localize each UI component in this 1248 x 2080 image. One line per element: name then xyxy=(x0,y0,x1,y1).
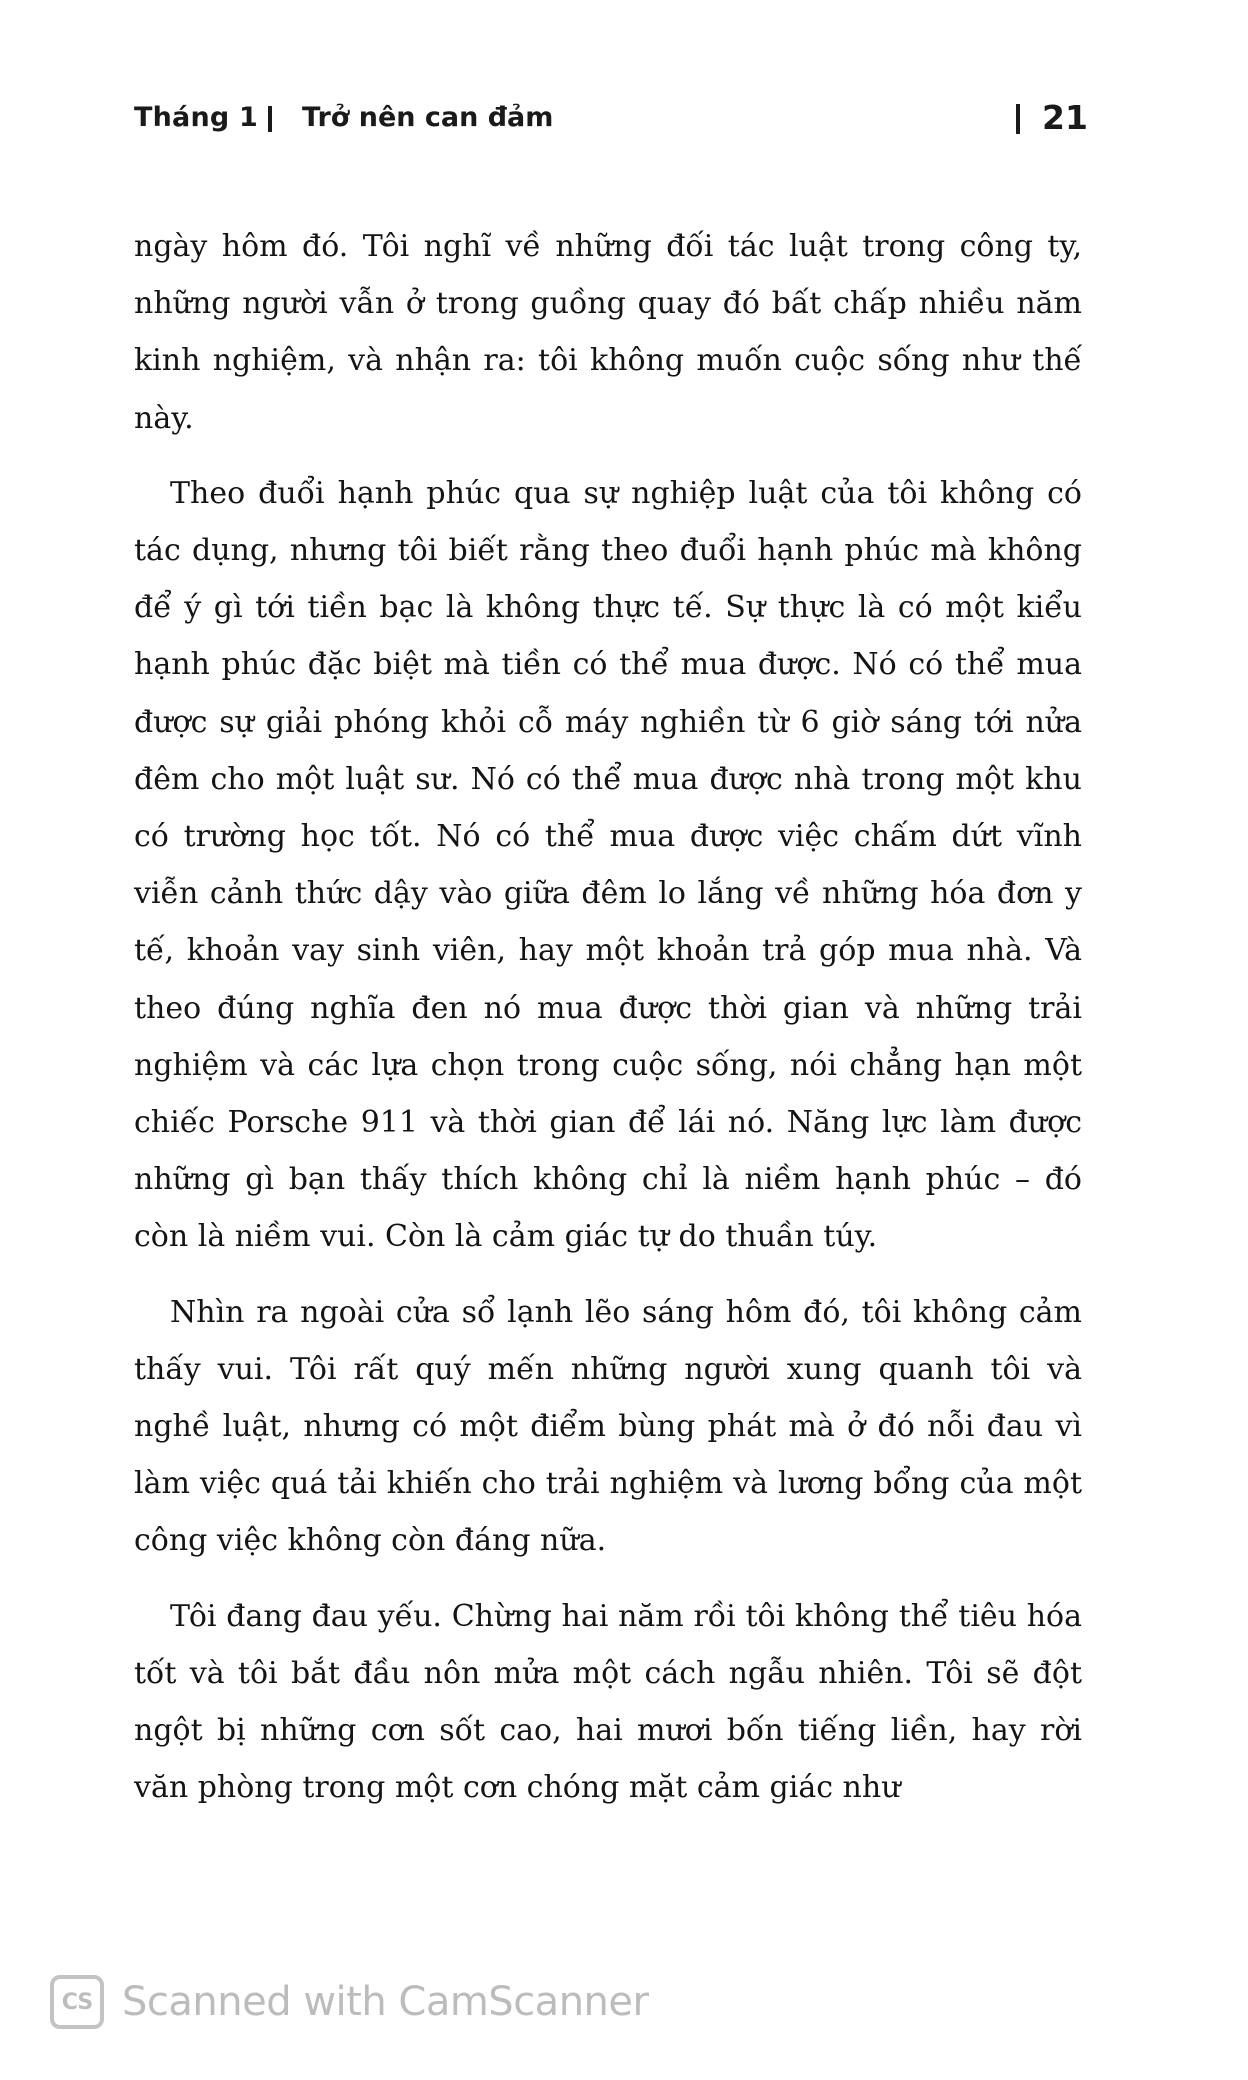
chapter-title: Trở nên can đảm xyxy=(302,102,554,133)
header-separator xyxy=(1016,104,1020,134)
paragraph: Nhìn ra ngoài cửa sổ lạnh lẽo sáng hôm đó, tôi không cảm thấy vui. Tôi rất quý mến những người xung quanh tôi và nghề luật, nhưng có một điểm bùng phát mà ở đó nỗi đau vì làm việc quá tải khiến cho trải nghiệm và lương bổng của một công việc không còn đáng nữa. xyxy=(134,1294,1082,1559)
running-header xyxy=(134,96,1088,144)
watermark-text: Scanned with CamScanner xyxy=(122,1979,649,2025)
camscanner-logo-icon: CS xyxy=(50,1975,104,2029)
scanner-watermark xyxy=(50,1972,648,2032)
paragraph: Theo đuổi hạnh phúc qua sự nghiệp luật của tôi không có tác dụng, nhưng tôi biết rằng theo đuổi hạnh phúc mà không để ý gì tới tiền bạc là không thực tế. Sự thực là có một kiểu hạnh phúc đặc biệt mà tiền có thể mua được. Nó có thể mua được sự giải phóng khỏi cỗ máy nghiền từ 6 giờ sáng tới nửa đêm cho một luật sư. Nó có thể mua được nhà trong một khu có trường học tốt. Nó có thể mua được việc chấm dứt vĩnh viễn cảnh thức dậy vào giữa đêm lo lắng về những hóa đơn y tế, khoản vay sinh viên, hay một khoản trả góp mua nhà. Và theo đúng nghĩa đen nó mua được thời gian và những trải nghiệm và các lựa chọn trong cuộc sống, nói chẳng hạn một chiếc Porsche 911 và thời gian để lái nó. Năng lực làm được những gì bạn thấy thích không chỉ là niềm hạnh phúc – đó còn là niềm vui. Còn là cảm giác tự do thuần túy. xyxy=(134,475,1082,1255)
chapter-label: Tháng 1 xyxy=(134,102,258,133)
paragraph: Tôi đang đau yếu. Chừng hai năm rồi tôi không thể tiêu hóa tốt và tôi bắt đầu nôn mửa một cách ngẫu nhiên. Tôi sẽ đột ngột bị những cơn sốt cao, hai mươi bốn tiếng liền, hay rời văn phòng trong một cơn chóng mặt cảm giác như xyxy=(134,1598,1082,1806)
page-number: 21 xyxy=(1042,98,1088,137)
body-text xyxy=(134,218,1082,1834)
header-separator xyxy=(268,106,272,132)
paragraph: ngày hôm đó. Tôi nghĩ về những đối tác luật trong công ty, những người vẫn ở trong guồng quay đó bất chấp nhiều năm kinh nghiệm, và nhận ra: tôi không muốn cuộc sống như thế này. xyxy=(134,229,1082,436)
